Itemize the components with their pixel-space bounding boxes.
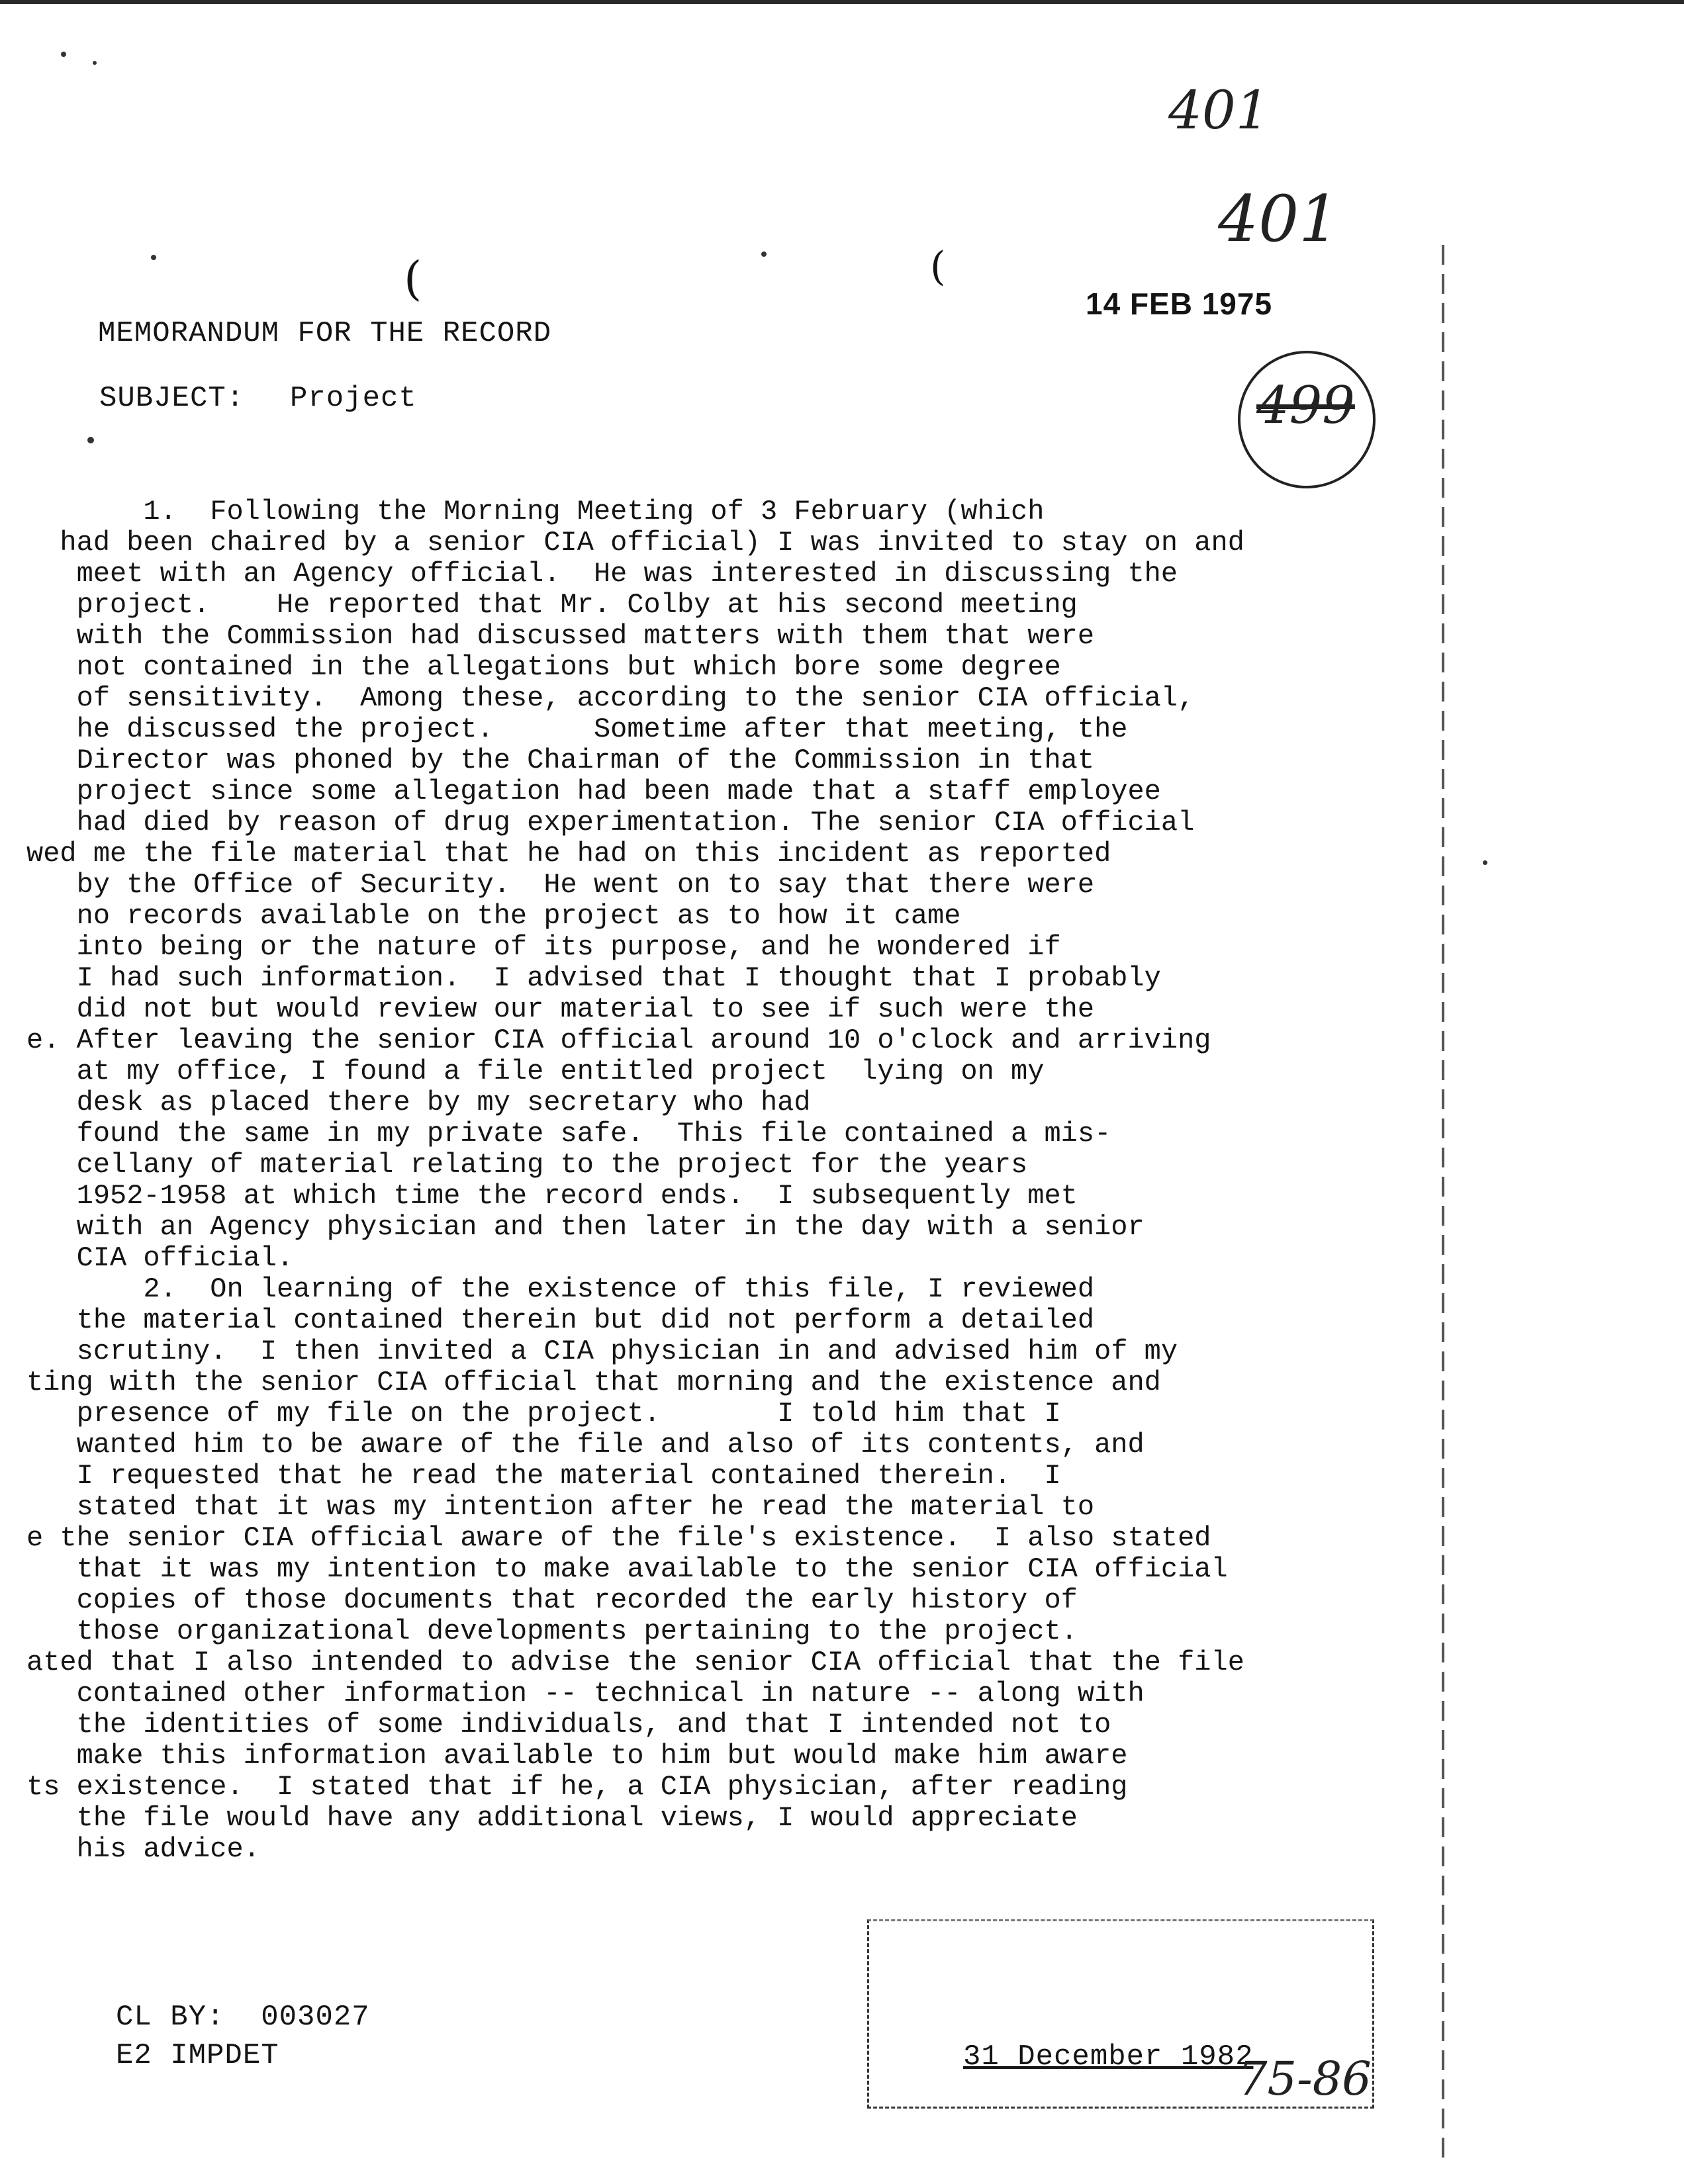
body-line: the material contained therein but did not perform a detailed <box>26 1304 1095 1336</box>
body-line: e. After leaving the senior CIA official around 10 o'clock and arriving <box>26 1024 1211 1056</box>
body-line: Director was phoned by the Chairman of the Commission in that <box>26 745 1095 776</box>
body-line: I requested that he read the material contained therein. I <box>26 1460 1061 1492</box>
handwritten-stamp-number: 75-86 <box>1238 2052 1372 2106</box>
speck <box>1483 860 1487 865</box>
speck <box>87 437 94 443</box>
speck <box>61 52 66 57</box>
body-line: contained other information -- technical in nature -- along with <box>26 1678 1145 1709</box>
speck <box>151 255 156 260</box>
body-line: that it was my intention to make available to the senior CIA official <box>26 1553 1228 1585</box>
subject-value: Project <box>290 382 417 415</box>
body-line: had been chaired by a senior CIA official) I was invited to stay on and <box>26 527 1244 559</box>
body-line: by the Office of Security. He went on to say that there were <box>26 869 1095 901</box>
body-line: I had such information. I advised that I thought that I probably <box>26 962 1161 994</box>
body-line: at my office, I found a file entitled project lying on my <box>26 1056 1045 1087</box>
memo-title: MEMORANDUM FOR THE RECORD <box>98 317 552 350</box>
stamp-date: 31 December 1982 <box>963 2040 1254 2073</box>
body-line: make this information available to him but would make him aware <box>26 1740 1128 1772</box>
declassification-code: E2 IMPDET <box>116 2039 279 2072</box>
body-line: of sensitivity. Among these, according to the senior CIA official, <box>26 682 1195 714</box>
body-line: he discussed the project. Sometime after that meeting, the <box>26 713 1128 745</box>
speck <box>761 251 767 257</box>
handwritten-page-number-2: 401 <box>1218 182 1340 256</box>
subject-label: SUBJECT: <box>99 382 245 415</box>
paren-mark-right: ( <box>930 244 946 290</box>
memo-body <box>26 496 1390 1865</box>
body-line: found the same in my private safe. This file contained a mis- <box>26 1118 1111 1150</box>
body-line: the identities of some individuals, and that I intended not to <box>26 1709 1111 1741</box>
speck <box>93 61 97 65</box>
classified-by: CL BY: 003027 <box>116 2001 370 2034</box>
body-line: the file would have any additional views, I would appreciate <box>26 1802 1078 1834</box>
body-line: ts existence. I stated that if he, a CIA physician, after reading <box>26 1771 1128 1803</box>
body-line: project. He reported that Mr. Colby at his second meeting <box>26 589 1078 621</box>
body-line: cellany of material relating to the project for the years <box>26 1149 1028 1181</box>
body-line: no records available on the project as to how it came <box>26 900 961 932</box>
top-edge-rule <box>0 0 1684 4</box>
body-line: stated that it was my intention after he read the material to <box>26 1491 1095 1523</box>
body-line: copies of those documents that recorded the early history of <box>26 1584 1078 1616</box>
paren-mark-left: ( <box>404 251 422 306</box>
body-line: 1. Following the Morning Meeting of 3 February (which <box>26 496 1045 527</box>
body-line: 2. On learning of the existence of this file, I reviewed <box>26 1273 1095 1305</box>
body-line: ting with the senior CIA official that morning and the existence and <box>26 1367 1161 1398</box>
body-line: his advice. <box>26 1833 260 1865</box>
body-line: 1952-1958 at which time the record ends. I subsequently met <box>26 1180 1078 1212</box>
body-line: wanted him to be aware of the file and also of its contents, and <box>26 1429 1145 1461</box>
date-stamp: 14 FEB 1975 <box>1086 287 1273 321</box>
body-line: meet with an Agency official. He was interested in discussing the <box>26 558 1178 590</box>
body-line: CIA official. <box>26 1242 294 1274</box>
body-line: had died by reason of drug experimentation. The senior CIA official <box>26 807 1195 839</box>
body-line: ated that I also intended to advise the senior CIA official that the file <box>26 1647 1244 1678</box>
body-line: wed me the file material that he had on this incident as reported <box>26 838 1111 870</box>
body-line: did not but would review our material to see if such were the <box>26 993 1095 1025</box>
body-line: with an Agency physician and then later in the day with a senior <box>26 1211 1145 1243</box>
body-line: with the Commission had discussed matters with them that were <box>26 620 1095 652</box>
body-line: into being or the nature of its purpose, and he wondered if <box>26 931 1061 963</box>
body-line: those organizational developments pertaining to the project. <box>26 1615 1078 1647</box>
body-line: e the senior CIA official aware of the file's existence. I also stated <box>26 1522 1211 1554</box>
handwritten-page-number: 401 <box>1168 79 1270 141</box>
body-line: presence of my file on the project. I told him that I <box>26 1398 1061 1430</box>
body-line: not contained in the allegations but which bore some degree <box>26 651 1061 683</box>
body-line: project since some allegation had been made that a staff employee <box>26 776 1161 807</box>
body-line: scrutiny. I then invited a CIA physician in and advised him of my <box>26 1336 1178 1367</box>
circled-number: 499 <box>1256 376 1355 435</box>
right-margin-rule <box>1442 245 1444 2164</box>
body-line: desk as placed there by my secretary who had <box>26 1087 811 1118</box>
